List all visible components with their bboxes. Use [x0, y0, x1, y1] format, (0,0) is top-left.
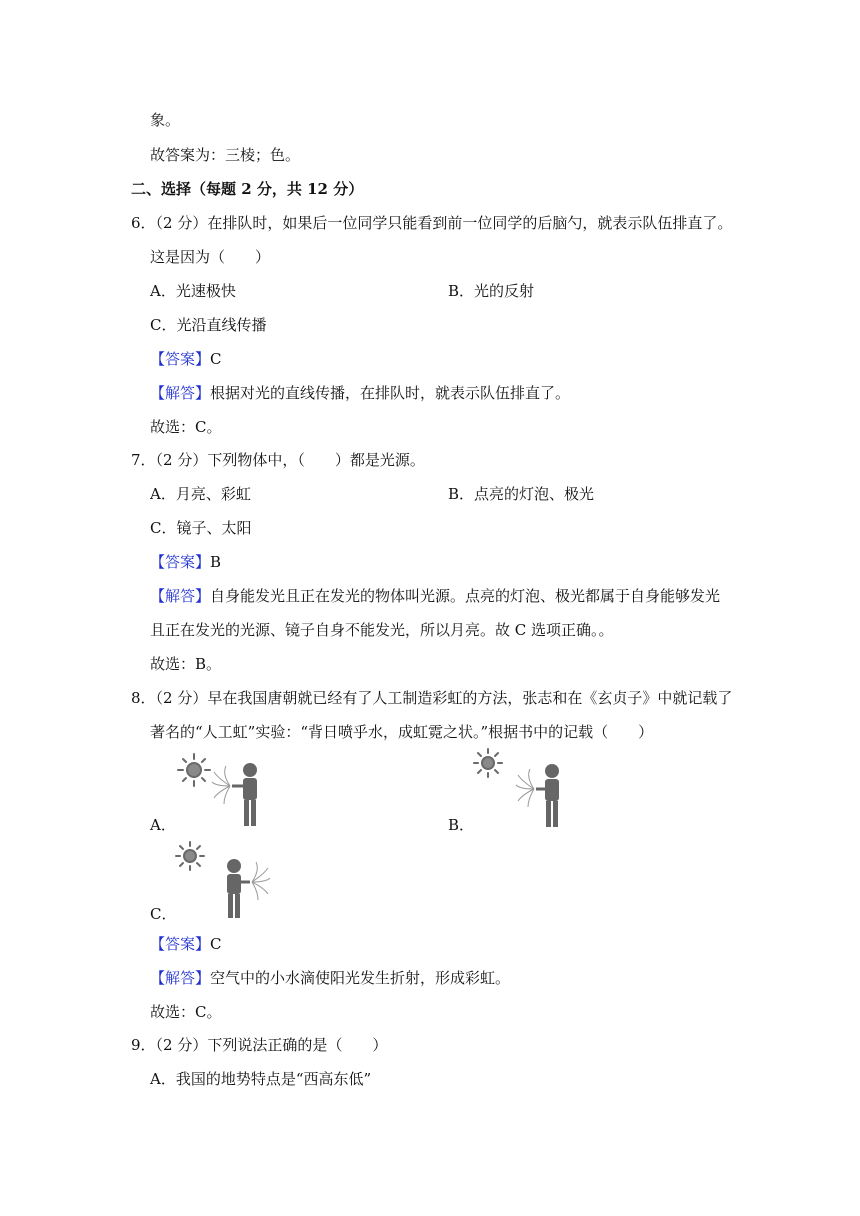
- q7-option-a: [150, 484, 251, 504]
- q6-option-c: [150, 315, 267, 335]
- answer-tag: 【答案】: [150, 935, 211, 953]
- q7-option-b: [448, 484, 594, 504]
- q8-stem-1: （2 分）早在我国唐朝就已经有了人工制造彩虹的方法，张志和在《玄贞子》中就记载了: [155, 689, 733, 707]
- q9-stem-line-1: [131, 1035, 387, 1055]
- q6-option-b: [448, 281, 534, 301]
- prev-answer-text: 故答案为：三棱；色。: [150, 146, 301, 164]
- q6-choose: 故选：C。: [150, 418, 222, 436]
- option-text: 我国的地势特点是“西高东低”: [175, 1070, 372, 1088]
- q8-figure-b: [470, 745, 570, 829]
- option-text: 光速极快: [175, 282, 236, 300]
- q8-figure-c: [172, 838, 276, 922]
- q8-number: 8．: [131, 689, 156, 707]
- q7-analysis-line-2: 且正在发光的光源、镜子自身不能发光，所以月亮。故 C 选项正确。。: [150, 621, 614, 639]
- option-letter: C．: [150, 316, 177, 334]
- option-text: 光沿直线传播: [176, 316, 267, 334]
- option-letter: C．: [150, 519, 177, 537]
- section-title: 二、选择（每题 2 分，共 12 分）: [131, 180, 364, 198]
- q8-choose: 故选：C。: [150, 1003, 222, 1021]
- answer-value: B: [210, 553, 222, 571]
- analysis-text: 自身能发光且正在发光的物体叫光源。点亮的灯泡、极光都属于自身能够发光: [210, 587, 721, 605]
- answer-tag: 【答案】: [150, 350, 211, 368]
- q8-option-c: [150, 904, 176, 924]
- option-text: 镜子、太阳: [176, 519, 252, 537]
- q6-option-a: [150, 281, 236, 301]
- sun-behind-person-spraying-water-icon: [172, 838, 276, 922]
- option-text: 光的反射: [474, 282, 535, 300]
- q9-stem-1: （2 分）下列说法正确的是（ ）: [155, 1036, 388, 1054]
- q8-figure-a: [172, 748, 272, 830]
- analysis-text: 空气中的小水滴使阳光发生折射，形成彩虹。: [210, 969, 511, 987]
- option-letter: B．: [448, 282, 475, 300]
- q8-stem-line-1: [131, 688, 732, 708]
- q6-stem-line-2: 这是因为（ ）: [150, 248, 271, 266]
- answer-value: C: [210, 350, 222, 368]
- prev-tail-text: 象。: [150, 111, 181, 129]
- option-text: 月亮、彩虹: [175, 485, 251, 503]
- q8-option-a: [150, 815, 176, 835]
- q7-option-c: [150, 518, 252, 538]
- option-letter: A．: [150, 485, 176, 503]
- option-letter: A．: [150, 1070, 176, 1088]
- option-text: 点亮的灯泡、极光: [474, 485, 595, 503]
- q9-number: 9．: [131, 1036, 156, 1054]
- answer-tag: 【答案】: [150, 553, 211, 571]
- q8-option-b: [448, 815, 474, 835]
- option-letter: A．: [150, 816, 176, 834]
- q7-stem-1: （2 分）下列物体中，（ ）都是光源。: [155, 451, 425, 469]
- option-letter: B．: [448, 485, 475, 503]
- answer-value: C: [210, 935, 222, 953]
- analysis-text: 根据对光的直线传播，在排队时，就表示队伍排直了。: [210, 384, 571, 402]
- q6-answer: [150, 349, 222, 369]
- option-letter: B．: [448, 816, 475, 834]
- q6-number: 6．: [131, 214, 156, 232]
- option-letter: A．: [150, 282, 176, 300]
- analysis-tag: 【解答】: [150, 587, 211, 605]
- q8-analysis: [150, 968, 510, 988]
- analysis-tag: 【解答】: [150, 969, 211, 987]
- analysis-tag: 【解答】: [150, 384, 211, 402]
- sun-and-person-spraying-water-icon: [172, 748, 272, 830]
- q6-stem-line-1: [131, 213, 732, 233]
- option-letter: C．: [150, 905, 177, 923]
- q8-stem-line-2: 著名的“人工虹”实验：“背日喷乎水，成虹霓之状。”根据书中的记载（ ）: [150, 723, 654, 741]
- q6-analysis: [150, 383, 570, 403]
- q9-option-a: [150, 1069, 371, 1089]
- q8-answer: [150, 934, 222, 954]
- q7-number: 7．: [131, 451, 156, 469]
- q7-stem-line-1: [131, 450, 425, 470]
- q7-choose: 故选：B。: [150, 655, 222, 673]
- q7-analysis-line-1: [150, 586, 720, 606]
- q7-answer: [150, 552, 221, 572]
- sun-and-person-spraying-water-icon: [470, 745, 570, 829]
- q6-stem-1: （2 分）在排队时，如果后一位同学只能看到前一位同学的后脑勺，就表示队伍排直了。: [155, 214, 733, 232]
